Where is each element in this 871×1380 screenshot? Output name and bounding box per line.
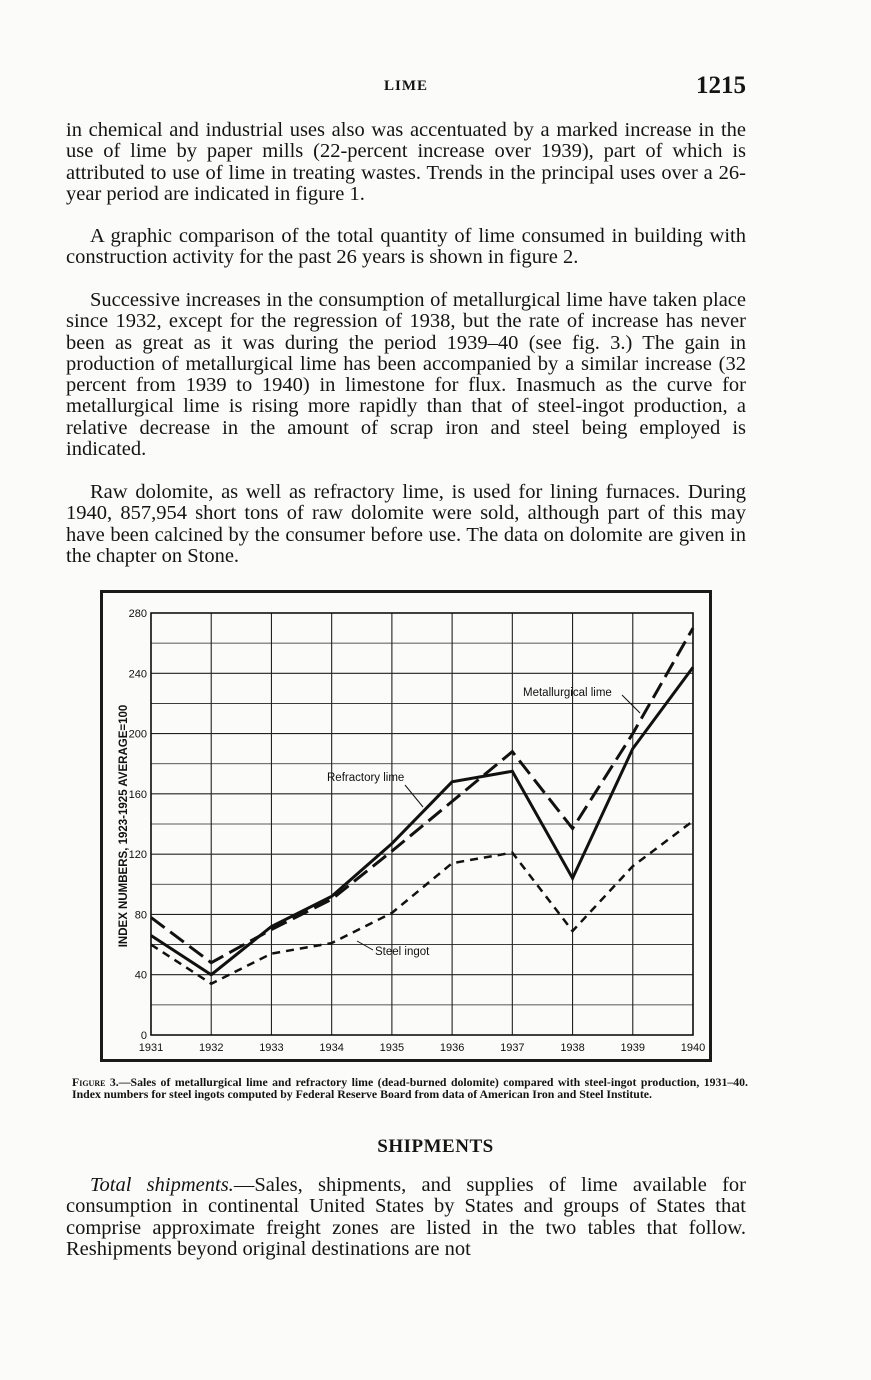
series-label-leader: [622, 695, 640, 713]
page-number: 1215: [696, 72, 746, 99]
paragraph-2: A graphic comparison of the total quantity of lime consumed in building with construction activity for the past 26 years is shown in figure 2.: [66, 225, 746, 269]
y-axis-label: INDEX NUMBERS, 1923-1925 AVERAGE=100: [118, 704, 130, 948]
paragraph-4: Raw dolomite, as well as refractory lime, is used for lining furnaces. During 1940, 857,954 short tons of raw dolomite were sold, although part of this may have been calcined by the consumer before use. The data on dolomite are given in the chapter on Stone.: [66, 481, 746, 567]
x-tick-label: 1931: [138, 1042, 164, 1054]
x-tick-label: 1936: [439, 1042, 465, 1054]
y-tick-label: 280: [128, 608, 147, 620]
paragraph-1: in chemical and industrial uses also was accentuated by a marked increase in the use of lime by paper mills (22-percent increase over 1939), part of which is attributed to use of lime in treating wastes. Trends in the principal uses over a 26-year period are indicated in figure 1.: [66, 119, 746, 205]
page-header: [66, 72, 746, 100]
closing-text: —Sales, shipments, and supplies of lime available for consumption in continental United States by States and groups of States that comprise approximate freight zones are listed in the two tables that follow. Reshipments beyond original destinations are not: [66, 1174, 746, 1260]
y-tick-label: 0: [140, 1030, 147, 1042]
y-tick-label: 200: [128, 728, 147, 741]
series-label: Refractory lime: [327, 772, 405, 784]
y-tick-label: 120: [128, 849, 147, 862]
line-chart: [103, 593, 709, 1059]
x-tick-label: 1938: [560, 1042, 585, 1054]
y-tick-label: 240: [128, 668, 147, 681]
x-tick-label: 1934: [319, 1042, 344, 1054]
closing-paragraph: [66, 1175, 746, 1260]
caption-label: Figure 3.: [72, 1075, 119, 1089]
x-tick-label: 1935: [379, 1042, 405, 1054]
section-heading: SHIPMENTS: [377, 1136, 494, 1157]
figure-3-chart: [100, 590, 712, 1062]
x-tick-label: 1940: [680, 1042, 706, 1054]
figure-caption: [72, 1076, 748, 1101]
closing-lead: Total shipments.: [90, 1174, 234, 1196]
series-label-leader: [405, 785, 423, 807]
series-label-leader: [357, 941, 373, 950]
series-line-refractory-lime: [151, 667, 693, 974]
y-tick-label: 40: [134, 969, 147, 982]
x-tick-label: 1932: [198, 1042, 224, 1054]
x-tick-label: 1939: [620, 1042, 646, 1054]
caption-text: —Sales of metallurgical lime and refractory lime (dead-burned dolomite) compared with steel-ingot production, 1931–40. Index numbers for steel ingots computed by Federal Reserve Board from data of American Iron and Steel Institute.: [72, 1075, 748, 1102]
series-label: Metallurgical lime: [523, 687, 612, 699]
x-tick-label: 1937: [500, 1042, 525, 1054]
paragraph-3: Successive increases in the consumption of metallurgical lime have taken place since 1932, except for the regression of 1938, but the rate of increase has never been as great as it was during the period 1939–40 (see fig. 3.) The gain in production of metallurgical lime has been accompanied by a similar increase (32 percent from 1939 to 1940) in limestone for flux. Inasmuch as the curve for metallurgical lime is rising more rapidly than that of steel-ingot production, a relative decrease in the amount of scrap iron and steel being employed is indicated.: [66, 289, 746, 461]
x-tick-label: 1933: [259, 1042, 284, 1054]
y-tick-label: 160: [128, 788, 147, 801]
y-tick-label: 80: [134, 909, 147, 922]
series-label: Steel ingot: [375, 946, 430, 958]
running-title: LIME: [383, 78, 428, 94]
